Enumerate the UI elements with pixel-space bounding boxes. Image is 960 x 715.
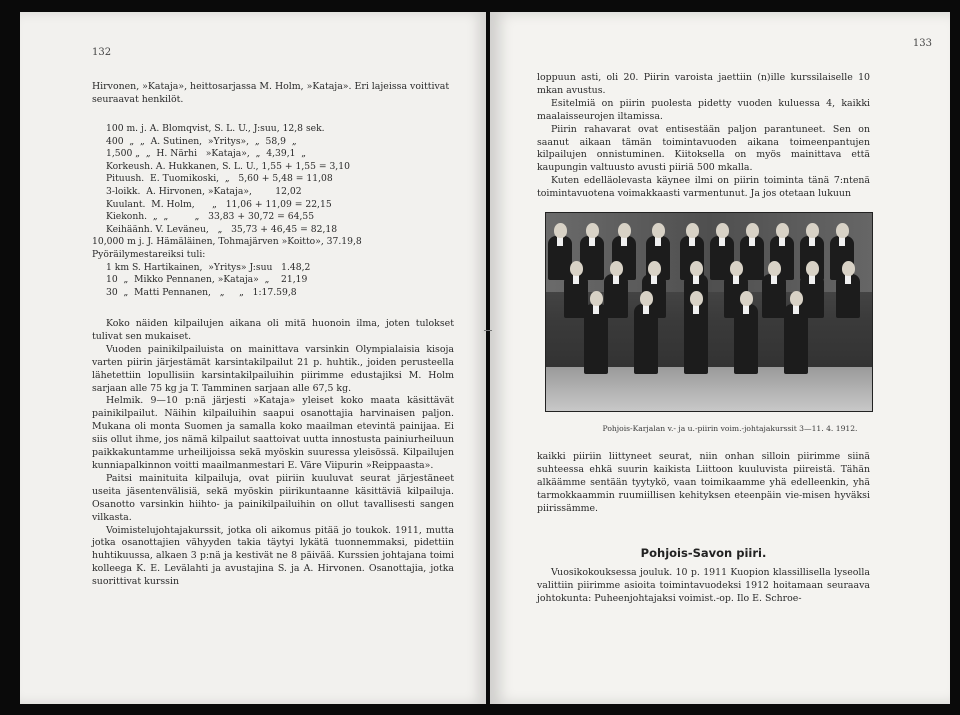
photo-person (784, 291, 808, 351)
result-line: 3-loikk. A. Hirvonen, »Kataja», 12,02 (106, 185, 302, 197)
left-body-text (92, 318, 454, 589)
result-line: Keihäänh. V. Leväneu, „ 35,73 + 46,45 = 82,18 (106, 223, 338, 235)
page-edge-mark (484, 330, 492, 331)
result-line: Korkeush. A. Hukkanen, S. L. U., 1,55 + 1,55 = 3,10 (106, 160, 350, 172)
results-list (92, 123, 456, 299)
result-line: Pituush. E. Tuomikoski, „ 5,60 + 5,48 = 11,08 (106, 173, 333, 185)
left-page-number: 132 (92, 47, 112, 58)
paragraph: Kuten edelläolevasta käynee ilmi on piirin toiminta tänä 7:ntenä toimintavuotena voimakkaasti varmentunut. Ja jos otetaan lukuun (537, 175, 870, 200)
paragraph: Piirin rahavarat ovat entisestään paljon parantuneet. Sen on saanut aikaan tämän toimintavuoden aikana toimeenpantujen kilpailujen onnistuminen. Kiitoksella on myös mainittava että kaupungin valtuusto avusti piiriä 500 mkalla. (537, 123, 870, 174)
photo-person (684, 291, 708, 351)
paragraph: Esitelmiä on piirin puolesta pidetty vuoden kuluessa 4, kaikki maalaisseurojen iltamissa. (537, 97, 870, 122)
result-line: 10,000 m j. J. Hämäläinen, Tohmajärven »Koitto», 37.19,8 (92, 236, 362, 248)
right-page-number: 133 (912, 38, 932, 49)
right-bottom-text (537, 567, 870, 606)
paragraph: Paitsi mainituita kilpailuja, ovat piiriin kuuluvat seurat järjestäneet useita jäsentenvälisiä, sekä myöskin piirikuntaanne käsittäviä kilpailuja. Osanotto varsinkin hiihto- ja painikilpailuihin on ollut tavallisesti sangen vilkasta. (92, 472, 454, 523)
section-title: Pohjois-Savon piiri. (640, 546, 767, 560)
paragraph: Vuoden painikilpailuista on mainittava varsinkin Olympialaisia kisoja varten piirin järjestämät karsintakilpailut 21 p. huhtik., joiden perusteella lähetettiin lopullisiin karsintakilpailuihin piirimme edustajiksi M. Holm sarjaan alle 75 kg ja T. Tamminen sarjaan alle 67,5 kg. (92, 343, 454, 394)
photo-caption: Pohjois-Karjalan v.- ja u.-piirin voim.-johtajakurssit 3—11. 4. 1912. (602, 424, 858, 433)
result-line: 1 km S. Hartikainen, »Yritys» J:suu 1.48,2 (106, 261, 311, 273)
result-line: 30 „ Matti Pennanen, „ „ 1:17.59,8 (106, 286, 297, 298)
cycling-heading: Pyöräilymestareiksi tuli: (92, 248, 206, 260)
result-line: 1,500 „ „ H. Närhi »Kataja», „ 4,39,1 „ (106, 148, 307, 160)
result-line: Kiekonh. „ „ „ 33,83 + 30,72 = 64,55 (106, 211, 315, 223)
result-line: 400 „ „ A. Sutinen, »Yritys», „ 58,9 „ (106, 135, 297, 147)
photo-person (634, 291, 658, 351)
group-photo (545, 212, 873, 412)
result-line: 100 m. j. A. Blomqvist, S. L. U., J:suu, 12,8 sek. (106, 123, 325, 134)
photo-person (584, 291, 608, 351)
paragraph: Koko näiden kilpailujen aikana oli mitä huonoin ilma, joten tulokset tulivat sen mukaiset. (92, 318, 454, 342)
paragraph: Vuosikokouksessa jouluk. 10 p. 1911 Kuopion klassillisella lyseolla valittiin piirimme asioita toimintavuodeksi 1912 hoitamaan seuraava johtokunta: Puheenjohtajaksi voimist.-op. Ilo E. Schroe- (537, 567, 870, 604)
photo-person (762, 261, 786, 321)
right-top-text (537, 72, 870, 201)
left-intro-text: Hirvonen, »Kataja», heittosarjassa M. Holm, »Kataja». Eri lajeissa voittivat seuraavat henkilöt. (92, 81, 450, 105)
photo-person (836, 261, 860, 321)
right-mid-text: kaikki piiriin liittyneet seurat, niin onhan silloin piirimme siinä suhteessa ehkä suurin kaikista Liittoon kuuluvista piireistä. Tähän alkäämme sentään tyytykö, vaan toimikaamme yhä edelleenkin, yhä tarmokkaammin ruumiillisen kehityksen eteenpäin vie-misen hyväksi piirissämme. (537, 451, 870, 514)
paragraph: loppuun asti, oli 20. Piirin varoista jaettiin (n)ille kurssilaiselle 10 mkan avustus. (537, 72, 870, 96)
paragraph: Voimistelujohtajakurssit, jotka oli aikomus pitää jo toukok. 1911, mutta jotka osanottajien vähyyden takia täytyi lykätä tuonnemmaksi, pidettiin huhtikuussa, alkaen 3 p:nä ja kestivät ne 8 päivää. Kurssien johtajana toimi kolleega K. E. Levälahti ja avustajina S. ja A. Hirvonen. Osanottajia, jotka suorittivat kurssin (92, 524, 454, 588)
result-line: 10 „ Mikko Pennanen, »Kataja» „ 21,19 (106, 274, 308, 286)
result-line: Kuulant. M. Holm, „ 11,06 + 11,09 = 22,15 (106, 198, 332, 210)
photo-person (734, 291, 758, 351)
paragraph: Helmik. 9—10 p:nä järjesti »Kataja» yleiset koko maata käsittävät painikilpailut. Näihin kilpailuihin saapui osanottajia harvinaisen paljon. Mukana oli monta Suomen ja samalla koko maailman etevintä painijaa. Ei siis ollut ihme, jos nämä kilpailut saattoivat uutta innostusta painiurheiluun paikkakuntamme urheilijoissa sekä myöskin suuressa yleisössä. Kilpailujen kunniapalkinnon voitti maailmanmestari E. Väre Viipurin »Reippaasta». (92, 395, 454, 471)
